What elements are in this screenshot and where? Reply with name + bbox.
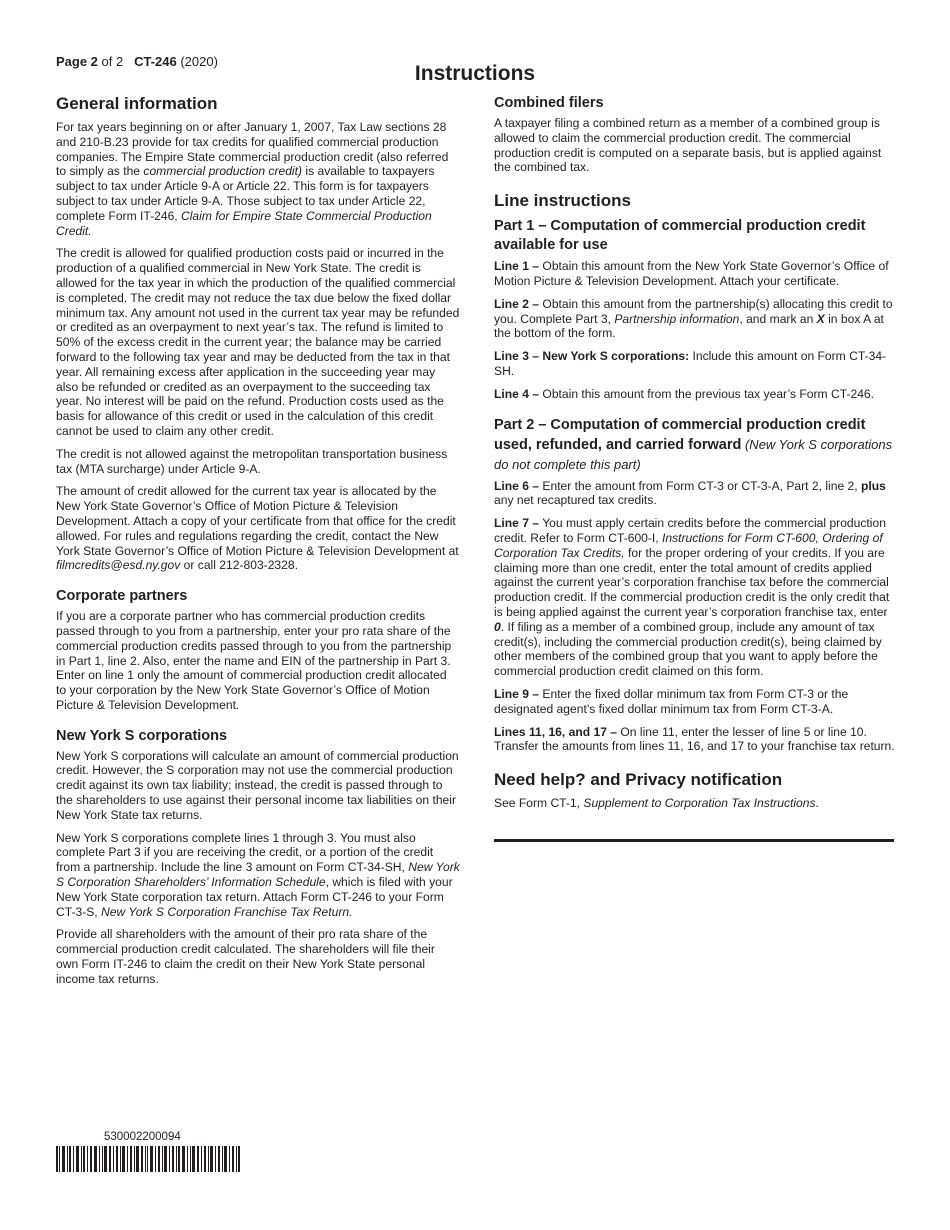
page-title: Instructions: [414, 62, 536, 85]
need-help-text: See Form CT-1, Supplement to Corporation Tax Instructions.: [494, 796, 819, 811]
general-paragraph-2: The credit is allowed for qualified production costs paid or incurred in the production of a qualified commercial in New York State. The credit is allowed for the tax year in which the production of the qualified commercial is completed. The credit may not reduce the tax due below the fixed dollar minimum tax. Any amount not used in the current tax year may be refunded or credited as an overpayment to next year’s tax. The refund is limited to 50% of the excess credit in the current year; the balance may be carried forward to the following tax year and may be deducted from the tax in that year. All remaining excess after application in the succeeding year may also be refunded or credited as an overpayment to the succeeding tax year. No interest will be paid on the refund. Production costs used as the basis for allowance of this credit or used in the calculation of this credit cannot be used to claim any other credit.: [56, 246, 460, 438]
combined-filers-heading: Combined filers: [494, 95, 604, 111]
ny-s-corporations-heading: New York S corporations: [56, 727, 228, 744]
need-help-heading: Need help? and Privacy notification: [494, 770, 783, 790]
nys-paragraph-1: New York S corporations will calculate an amount of commercial production credit. However, the S corporation may not use the commercial production credit against its own tax liability; instead, the credit is passed through to the shareholders to use against their personal income tax liabilities on their New York State tax returns.: [56, 748, 459, 822]
general-paragraph-4: The amount of credit allowed for the current tax year is allocated by the New York State Governor’s Office of Motion Picture & Television Development. Attach a copy of your certificate from that office for the credit allowed. For rules and regulations regarding the credit, contact the New York State Governor’s Office of Motion Picture & Television Development at filmcredits@esd.ny.gov or call 212-803-2328.: [56, 484, 459, 573]
line-3-instruction: Line 3 – New York S corporations: Include this amount on Form CT-34-SH.: [494, 349, 887, 378]
line-7-instruction: Line 7 – You must apply certain credits before the commercial production credit. Refer to Form CT-600-I, Instructions for Form CT-600, Ordering of Corporation Tax Credits, for the proper ordering of your credits. If you are claiming more than one credit, enter the total amount of credits applied against the current year’s corporation franchise tax before the commercial production credit. If the commercial production credit is the only credit that is being applied against the current year’s corporation franchise tax, enter 0. If filing as a member of a combined group, include any amount of tax credit(s), including the commercial production credit(s), being claimed by other members of the combined group that you want to apply before the commercial production credit claimed on this form.: [494, 516, 890, 679]
line-9-instruction: Line 9 – Enter the fixed dollar minimum tax from Form CT-3 or the designated agent’s fixed dollar minimum tax from Form CT-3-A.: [494, 686, 849, 716]
nys-paragraph-2: New York S corporations complete lines 1 through 3. You must also complete Part 3 if you are receiving the credit, or a portion of the credit from a partnership. Include the line 3 amount on Form CT-34-SH, New York S Corporation Shareholders’ Information Schedule, which is filed with your New York State corporation tax return. Attach Form CT-246 to your Form CT-3-S, New York S Corporation Franchise Tax Return.: [56, 830, 460, 919]
corporate-partners-heading: Corporate partners: [56, 588, 188, 605]
line-2-instruction: Line 2 – Obtain this amount from the partnership(s) allocating this credit to you. Complete Part 3, Partnership information, and mark an X in box A at the bottom of the form.: [494, 296, 893, 341]
line-6-instruction: Line 6 – Enter the amount from Form CT-3 or CT-3-A, Part 2, line 2, plus any net recaptured tax credits.: [494, 478, 886, 508]
general-paragraph-3: The credit is not allowed against the metropolitan transportation business tax (MTA surcharge) under Article 9-A.: [56, 446, 448, 476]
form-number: CT-246: [134, 54, 177, 69]
section-divider: [494, 839, 894, 842]
combined-paragraph-1: A taxpayer filing a combined return as a member of a combined group is allowed to claim the commercial production credit. The commercial production credit is computed on a separate basis, but is applied against the combined tax.: [494, 116, 882, 175]
right-column: [494, 94, 896, 842]
barcode-number: 530002200094: [104, 1131, 181, 1143]
line-1-instruction: Line 1 – Obtain this amount from the New York State Governor’s Office of Motion Picture & Television Development. Attach your certificate.: [494, 259, 889, 288]
line-instructions-heading: Line instructions: [494, 191, 631, 211]
line-4-instruction: Line 4 – Obtain this amount from the previous tax year’s Form CT-246.: [494, 386, 875, 401]
part2-heading: Part 2 – Computation of commercial production credit used, refunded, and carried forward (New York S corporations do not complete this part): [494, 416, 893, 472]
nys-paragraph-3: Provide all shareholders with the amount of their pro rata share of the commercial production credit calculated. The shareholders will file their own Form IT-246 to claim the credit on their New York State personal income tax returns.: [56, 927, 435, 986]
contact-email: filmcredits@esd.ny.gov: [56, 558, 181, 573]
form-year: (2020): [176, 54, 218, 69]
corporate-paragraph-1: If you are a corporate partner who has commercial production credits passed through to you from a partnership, enter your pro rata share of the commercial production credits passed through to you from the partnership in Part 1, line 2. Also, enter the name and EIN of the partnership in Part 3. Enter on line 1 only the amount of commercial production credit allocated to your corporation by the New York State Governor’s Office of Motion Picture & Television Development.: [56, 609, 452, 712]
page-number: Page 2: [56, 54, 98, 69]
lines-11-16-17-instruction: Lines 11, 16, and 17 – On line 11, enter the lesser of line 5 or line 10. Transfer the amounts from lines 11, 16, and 17 to your franchise tax return.: [494, 724, 895, 754]
general-paragraph-1: For tax years beginning on or after January 1, 2007, Tax Law sections 28 and 210-B.23 provide for tax credits for qualified commercial production companies. The Empire State commercial production credit (also referred to simply as the commercial production credit) is available to taxpayers subject to tax under Article 9-A or Article 22. This form is for taxpayers subject to tax under Article 9-A. Those subject to tax under Article 22, complete Form IT-246, Claim for Empire State Commercial Production Credit.: [56, 120, 449, 238]
left-column: [56, 94, 460, 995]
general-information-heading: General information: [56, 94, 218, 113]
page-total: of 2: [97, 54, 124, 69]
part1-heading: Part 1 – Computation of commercial production credit available for use: [494, 218, 866, 254]
barcode-icon: [56, 1146, 240, 1172]
part2-note: (New York S corporations do not complete this part): [494, 436, 893, 472]
